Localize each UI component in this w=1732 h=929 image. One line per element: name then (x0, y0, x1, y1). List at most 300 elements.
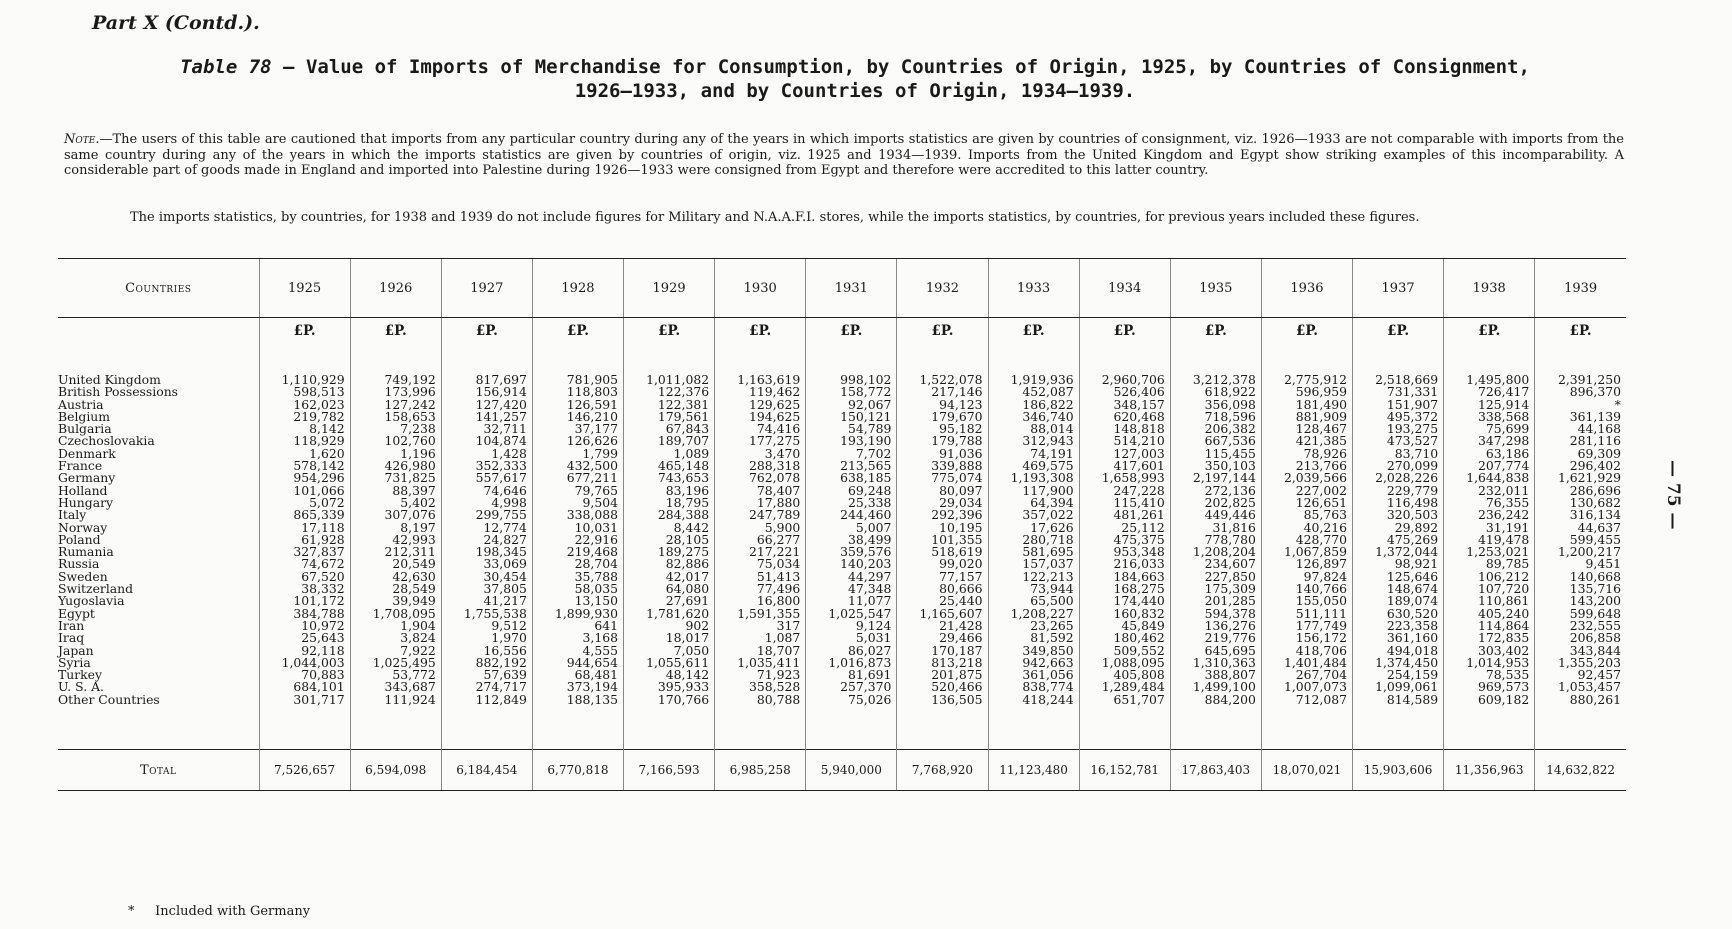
value-cell: 18,707 (715, 645, 806, 657)
value-cell: 7,922 (350, 645, 441, 657)
value-cell: 213,766 (1261, 460, 1352, 472)
value-cell: 641 (532, 620, 623, 632)
value-cell: 361,056 (988, 669, 1079, 681)
value-cell: 469,575 (988, 460, 1079, 472)
value-cell: 1,099,061 (1353, 681, 1444, 693)
value-cell: 418,706 (1261, 645, 1352, 657)
value-cell: 91,036 (897, 448, 988, 460)
value-cell: 28,105 (624, 534, 715, 546)
value-cell: 28,549 (350, 583, 441, 595)
note-paragraph (64, 132, 1624, 179)
value-cell: 405,808 (1079, 669, 1170, 681)
table-title (120, 55, 1590, 103)
total-value: 7,526,657 (259, 750, 350, 791)
value-cell: 107,720 (1444, 583, 1535, 595)
value-cell: 8,442 (624, 522, 715, 534)
value-cell: 114,864 (1444, 620, 1535, 632)
value-cell: 884,200 (1170, 694, 1261, 706)
value-cell: 42,993 (350, 534, 441, 546)
value-cell: 83,196 (624, 485, 715, 497)
value-cell: 48,142 (624, 669, 715, 681)
value-cell: 119,462 (715, 386, 806, 398)
spacer-cell (988, 344, 1079, 374)
value-cell: 1,401,484 (1261, 657, 1352, 669)
value-cell: 1,011,082 (624, 374, 715, 386)
value-cell: 5,007 (806, 522, 897, 534)
value-cell: 598,513 (259, 386, 350, 398)
value-cell: 280,718 (988, 534, 1079, 546)
value-cell: 651,707 (1079, 694, 1170, 706)
value-cell: 272,136 (1170, 485, 1261, 497)
total-value: 7,768,920 (897, 750, 988, 791)
value-cell: 75,699 (1444, 423, 1535, 435)
value-cell: 81,691 (806, 669, 897, 681)
value-cell: 104,874 (441, 435, 532, 447)
country-name: Turkey (58, 667, 103, 683)
value-cell: 417,601 (1079, 460, 1170, 472)
total-value: 6,985,258 (715, 750, 806, 791)
value-cell: 229,779 (1353, 485, 1444, 497)
value-cell: 270,099 (1353, 460, 1444, 472)
value-cell: 244,460 (806, 509, 897, 521)
value-cell: 5,031 (806, 632, 897, 644)
value-cell: 22,916 (532, 534, 623, 546)
total-value: 17,863,403 (1170, 750, 1261, 791)
value-cell: 79,765 (532, 485, 623, 497)
unit-header: £P. (624, 318, 715, 345)
title-dash: — (283, 56, 295, 78)
value-cell: 212,311 (350, 546, 441, 558)
value-cell: 75,026 (806, 694, 897, 706)
value-cell: 814,589 (1353, 694, 1444, 706)
value-cell: 128,467 (1261, 423, 1352, 435)
value-cell: 495,372 (1353, 411, 1444, 423)
value-cell: 346,740 (988, 411, 1079, 423)
value-cell: 151,907 (1353, 399, 1444, 411)
value-cell: 3,470 (715, 448, 806, 460)
value-cell: 312,943 (988, 435, 1079, 447)
countries-header: Countries (58, 259, 259, 318)
value-cell: 78,535 (1444, 669, 1535, 681)
value-cell: 27,691 (624, 595, 715, 607)
value-cell: 193,275 (1353, 423, 1444, 435)
value-cell: 92,118 (259, 645, 350, 657)
value-cell: 236,242 (1444, 509, 1535, 521)
value-cell: 98,921 (1353, 558, 1444, 570)
value-cell: 40,216 (1261, 522, 1352, 534)
country-name: Germany (58, 470, 116, 486)
value-cell: 70,883 (259, 669, 350, 681)
value-cell: 339,888 (897, 460, 988, 472)
value-cell: 201,875 (897, 669, 988, 681)
value-cell: 373,194 (532, 681, 623, 693)
value-cell: 1,044,003 (259, 657, 350, 669)
value-cell: 881,909 (1261, 411, 1352, 423)
value-cell: 227,002 (1261, 485, 1352, 497)
value-cell: 126,591 (532, 399, 623, 411)
value-cell: 29,466 (897, 632, 988, 644)
value-cell: 179,670 (897, 411, 988, 423)
value-cell: 944,654 (532, 657, 623, 669)
value-cell: 257,370 (806, 681, 897, 693)
year-header: 1929 (624, 259, 715, 318)
year-header: 1936 (1261, 259, 1352, 318)
value-cell: 136,505 (897, 694, 988, 706)
value-cell: 509,552 (1079, 645, 1170, 657)
spacer-cell (1353, 344, 1444, 374)
value-cell: 1,591,355 (715, 608, 806, 620)
spacer-cell (1079, 344, 1170, 374)
value-cell: 38,332 (259, 583, 350, 595)
value-cell: 357,022 (988, 509, 1079, 521)
value-cell: 89,785 (1444, 558, 1535, 570)
value-cell: 80,666 (897, 583, 988, 595)
value-cell: 66,277 (715, 534, 806, 546)
year-header: 1939 (1535, 259, 1626, 318)
value-cell: 347,298 (1444, 435, 1535, 447)
value-cell: 609,182 (1444, 694, 1535, 706)
unit-header: £P. (1079, 318, 1170, 345)
value-cell: 13,150 (532, 595, 623, 607)
value-cell: 327,837 (259, 546, 350, 558)
unit-header: £P. (1535, 318, 1626, 345)
value-cell: 219,468 (532, 546, 623, 558)
value-cell: 97,824 (1261, 571, 1352, 583)
value-cell: 25,643 (259, 632, 350, 644)
country-name: United Kingdom (58, 372, 161, 387)
value-cell: 1,025,547 (806, 608, 897, 620)
value-cell: 39,949 (350, 595, 441, 607)
title-line1-text: Value of Imports of Merchandise for Consumption, by Countries of Origin, 1925, by Countries of Consignment, (305, 56, 1530, 78)
value-cell: 30,454 (441, 571, 532, 583)
year-header: 1930 (715, 259, 806, 318)
value-cell: 227,850 (1170, 571, 1261, 583)
value-cell: 954,296 (259, 472, 350, 484)
value-cell: 69,248 (806, 485, 897, 497)
value-cell: 69,309 (1535, 448, 1626, 460)
value-cell: 1,035,411 (715, 657, 806, 669)
country-name: Hungary (58, 494, 114, 510)
value-cell: 1,970 (441, 632, 532, 644)
value-cell: 201,285 (1170, 595, 1261, 607)
value-cell: 217,221 (715, 546, 806, 558)
value-cell: 157,037 (988, 558, 1079, 570)
value-cell: 117,900 (988, 485, 1079, 497)
value-cell: 127,003 (1079, 448, 1170, 460)
value-cell: 44,168 (1535, 423, 1626, 435)
value-cell: 129,625 (715, 399, 806, 411)
value-cell: 494,018 (1353, 645, 1444, 657)
value-cell: 520,466 (897, 681, 988, 693)
value-cell: 140,766 (1261, 583, 1352, 595)
value-cell: 1,374,450 (1353, 657, 1444, 669)
value-cell: 44,297 (806, 571, 897, 583)
value-cell: 61,928 (259, 534, 350, 546)
value-cell: 630,520 (1353, 608, 1444, 620)
value-cell: 557,617 (441, 472, 532, 484)
country-name: Poland (58, 531, 101, 547)
value-cell: 1,755,538 (441, 608, 532, 620)
unit-header: £P. (988, 318, 1079, 345)
table-number: Table 78 (180, 56, 272, 78)
country-name: Rumania (58, 544, 114, 560)
value-cell: 421,385 (1261, 435, 1352, 447)
year-header: 1925 (259, 259, 350, 318)
value-cell: 234,607 (1170, 558, 1261, 570)
value-cell: 292,396 (897, 509, 988, 521)
value-cell: 953,348 (1079, 546, 1170, 558)
value-cell: 419,478 (1444, 534, 1535, 546)
value-cell: 301,717 (259, 694, 350, 706)
country-name: British Possessions (58, 384, 179, 400)
value-cell: 475,375 (1079, 534, 1170, 546)
value-cell: 125,646 (1353, 571, 1444, 583)
value-cell: 63,186 (1444, 448, 1535, 460)
value-cell: 578,142 (259, 460, 350, 472)
total-label: Total (58, 750, 259, 791)
value-cell: 880,261 (1535, 694, 1626, 706)
table-row (58, 435, 1626, 447)
value-cell: 173,996 (350, 386, 441, 398)
total-value: 11,123,480 (988, 750, 1079, 791)
value-cell: 42,630 (350, 571, 441, 583)
value-cell: 179,561 (624, 411, 715, 423)
value-cell: 16,800 (715, 595, 806, 607)
country-name: Japan (58, 642, 94, 658)
value-cell: 1,799 (532, 448, 623, 460)
value-cell: 18,795 (624, 497, 715, 509)
year-header: 1927 (441, 259, 532, 318)
value-cell: 395,933 (624, 681, 715, 693)
value-cell: 193,190 (806, 435, 897, 447)
value-cell: 343,844 (1535, 645, 1626, 657)
value-cell: 452,087 (988, 386, 1079, 398)
value-cell: 74,672 (259, 558, 350, 570)
spacer-cell (532, 706, 623, 750)
imports-table (58, 258, 1626, 791)
value-cell: 1,372,044 (1353, 546, 1444, 558)
country-name: Norway (58, 519, 108, 535)
value-cell: 349,850 (988, 645, 1079, 657)
table-title-line1 (120, 55, 1590, 79)
value-cell: 1,522,078 (897, 374, 988, 386)
value-cell: 338,088 (532, 509, 623, 521)
value-cell: 25,338 (806, 497, 897, 509)
year-header: 1937 (1353, 259, 1444, 318)
value-cell: 101,355 (897, 534, 988, 546)
value-cell: 94,123 (897, 399, 988, 411)
spacer-cell (1535, 706, 1626, 750)
value-cell: 186,822 (988, 399, 1079, 411)
value-cell: 254,159 (1353, 669, 1444, 681)
year-header-row (58, 259, 1626, 318)
value-cell: 24,827 (441, 534, 532, 546)
spacer-cell (1444, 706, 1535, 750)
value-cell: 481,261 (1079, 509, 1170, 521)
year-header: 1934 (1079, 259, 1170, 318)
value-cell: 247,789 (715, 509, 806, 521)
country-name: Egypt (58, 605, 95, 621)
value-cell: 18,017 (624, 632, 715, 644)
value-cell: 83,710 (1353, 448, 1444, 460)
year-header: 1935 (1170, 259, 1261, 318)
value-cell: 25,112 (1079, 522, 1170, 534)
value-cell: 9,512 (441, 620, 532, 632)
value-cell: 358,528 (715, 681, 806, 693)
value-cell: 232,011 (1444, 485, 1535, 497)
value-cell: 177,749 (1261, 620, 1352, 632)
spacer-cell (1170, 706, 1261, 750)
value-cell: 1,781,620 (624, 608, 715, 620)
value-cell: 1,088,095 (1079, 657, 1170, 669)
value-cell: 1,200,217 (1535, 546, 1626, 558)
year-header: 1933 (988, 259, 1079, 318)
value-cell: 64,080 (624, 583, 715, 595)
value-cell: 198,345 (441, 546, 532, 558)
value-cell: 320,503 (1353, 509, 1444, 521)
value-cell: 942,663 (988, 657, 1079, 669)
value-cell: 45,849 (1079, 620, 1170, 632)
value-cell: 1,355,203 (1535, 657, 1626, 669)
value-cell: 645,695 (1170, 645, 1261, 657)
spacer-cell (58, 706, 259, 750)
value-cell: 77,496 (715, 583, 806, 595)
value-cell: 42,017 (624, 571, 715, 583)
value-cell: 31,191 (1444, 522, 1535, 534)
total-value: 11,356,963 (1444, 750, 1535, 791)
unit-header: £P. (1353, 318, 1444, 345)
value-cell: 969,573 (1444, 681, 1535, 693)
unit-header: £P. (532, 318, 623, 345)
value-cell: 3,168 (532, 632, 623, 644)
value-cell: 1,919,936 (988, 374, 1079, 386)
value-cell: 594,378 (1170, 608, 1261, 620)
value-cell: 2,775,912 (1261, 374, 1352, 386)
value-cell: 102,760 (350, 435, 441, 447)
value-cell: 731,825 (350, 472, 441, 484)
unit-header: £P. (897, 318, 988, 345)
value-cell: 1,087 (715, 632, 806, 644)
value-cell: 581,695 (988, 546, 1079, 558)
country-name: Iraq (58, 630, 85, 646)
value-cell: 170,766 (624, 694, 715, 706)
year-header: 1931 (806, 259, 897, 318)
spacer-cell (441, 706, 532, 750)
value-cell: 599,455 (1535, 534, 1626, 546)
value-cell: 286,696 (1535, 485, 1626, 497)
value-cell: 32,711 (441, 423, 532, 435)
value-cell: 896,370 (1535, 386, 1626, 398)
spacer-cell (1170, 344, 1261, 374)
value-cell: 116,498 (1353, 497, 1444, 509)
value-cell: 85,763 (1261, 509, 1352, 521)
value-cell: 2,039,566 (1261, 472, 1352, 484)
country-name: U. S. A. (58, 679, 104, 695)
value-cell: 2,197,144 (1170, 472, 1261, 484)
value-cell: 118,803 (532, 386, 623, 398)
value-cell: 1,208,204 (1170, 546, 1261, 558)
value-cell: 778,780 (1170, 534, 1261, 546)
value-cell: 64,394 (988, 497, 1079, 509)
footnote-marker: * (128, 904, 135, 919)
table-row (58, 694, 1626, 706)
value-cell: 317 (715, 620, 806, 632)
value-cell: 475,269 (1353, 534, 1444, 546)
value-cell: 350,103 (1170, 460, 1261, 472)
value-cell: 47,348 (806, 583, 897, 595)
value-cell: 1,053,457 (1535, 681, 1626, 693)
value-cell: 7,702 (806, 448, 897, 460)
value-cell: 1,089 (624, 448, 715, 460)
value-cell: 58,035 (532, 583, 623, 595)
value-cell: 303,402 (1444, 645, 1535, 657)
total-value: 7,166,593 (624, 750, 715, 791)
value-cell: 307,076 (350, 509, 441, 521)
value-cell: 514,210 (1079, 435, 1170, 447)
country-name: Syria (58, 654, 91, 670)
value-cell: 743,653 (624, 472, 715, 484)
value-cell: 1,014,953 (1444, 657, 1535, 669)
total-value: 14,632,822 (1535, 750, 1626, 791)
value-cell: 10,972 (259, 620, 350, 632)
value-cell: 2,518,669 (1353, 374, 1444, 386)
country-name: Switzerland (58, 581, 134, 597)
year-header: 1932 (897, 259, 988, 318)
value-cell: 428,770 (1261, 534, 1352, 546)
value-cell: 17,118 (259, 522, 350, 534)
value-cell: 115,455 (1170, 448, 1261, 460)
spacer-cell (806, 344, 897, 374)
value-cell: 126,626 (532, 435, 623, 447)
table-row (58, 509, 1626, 521)
value-cell: 74,646 (441, 485, 532, 497)
value-cell: 384,788 (259, 608, 350, 620)
total-value: 6,184,454 (441, 750, 532, 791)
value-cell: 449,446 (1170, 509, 1261, 521)
value-cell: 2,391,250 (1535, 374, 1626, 386)
value-cell: 1,708,095 (350, 608, 441, 620)
value-cell: 1,904 (350, 620, 441, 632)
value-cell: 3,824 (350, 632, 441, 644)
value-cell: * (1535, 399, 1626, 411)
value-cell: 1,208,227 (988, 608, 1079, 620)
value-cell: 9,504 (532, 497, 623, 509)
value-cell: 299,755 (441, 509, 532, 521)
value-cell: 1,621,929 (1535, 472, 1626, 484)
value-cell: 111,924 (350, 694, 441, 706)
value-cell: 99,020 (897, 558, 988, 570)
value-cell: 232,555 (1535, 620, 1626, 632)
country-name: Iran (58, 617, 85, 633)
spacer-cell (259, 706, 350, 750)
spacer-cell (1444, 344, 1535, 374)
value-cell: 189,275 (624, 546, 715, 558)
value-cell: 388,807 (1170, 669, 1261, 681)
value-cell: 1,289,484 (1079, 681, 1170, 693)
value-cell: 405,240 (1444, 608, 1535, 620)
value-cell: 473,527 (1353, 435, 1444, 447)
value-cell: 78,926 (1261, 448, 1352, 460)
total-value: 18,070,021 (1261, 750, 1352, 791)
value-cell: 175,309 (1170, 583, 1261, 595)
year-header: 1928 (532, 259, 623, 318)
value-cell: 7,050 (624, 645, 715, 657)
value-cell: 140,203 (806, 558, 897, 570)
value-cell: 10,195 (897, 522, 988, 534)
country-name: France (58, 458, 103, 474)
country-name: Bulgaria (58, 421, 112, 437)
unit-header: £P. (350, 318, 441, 345)
